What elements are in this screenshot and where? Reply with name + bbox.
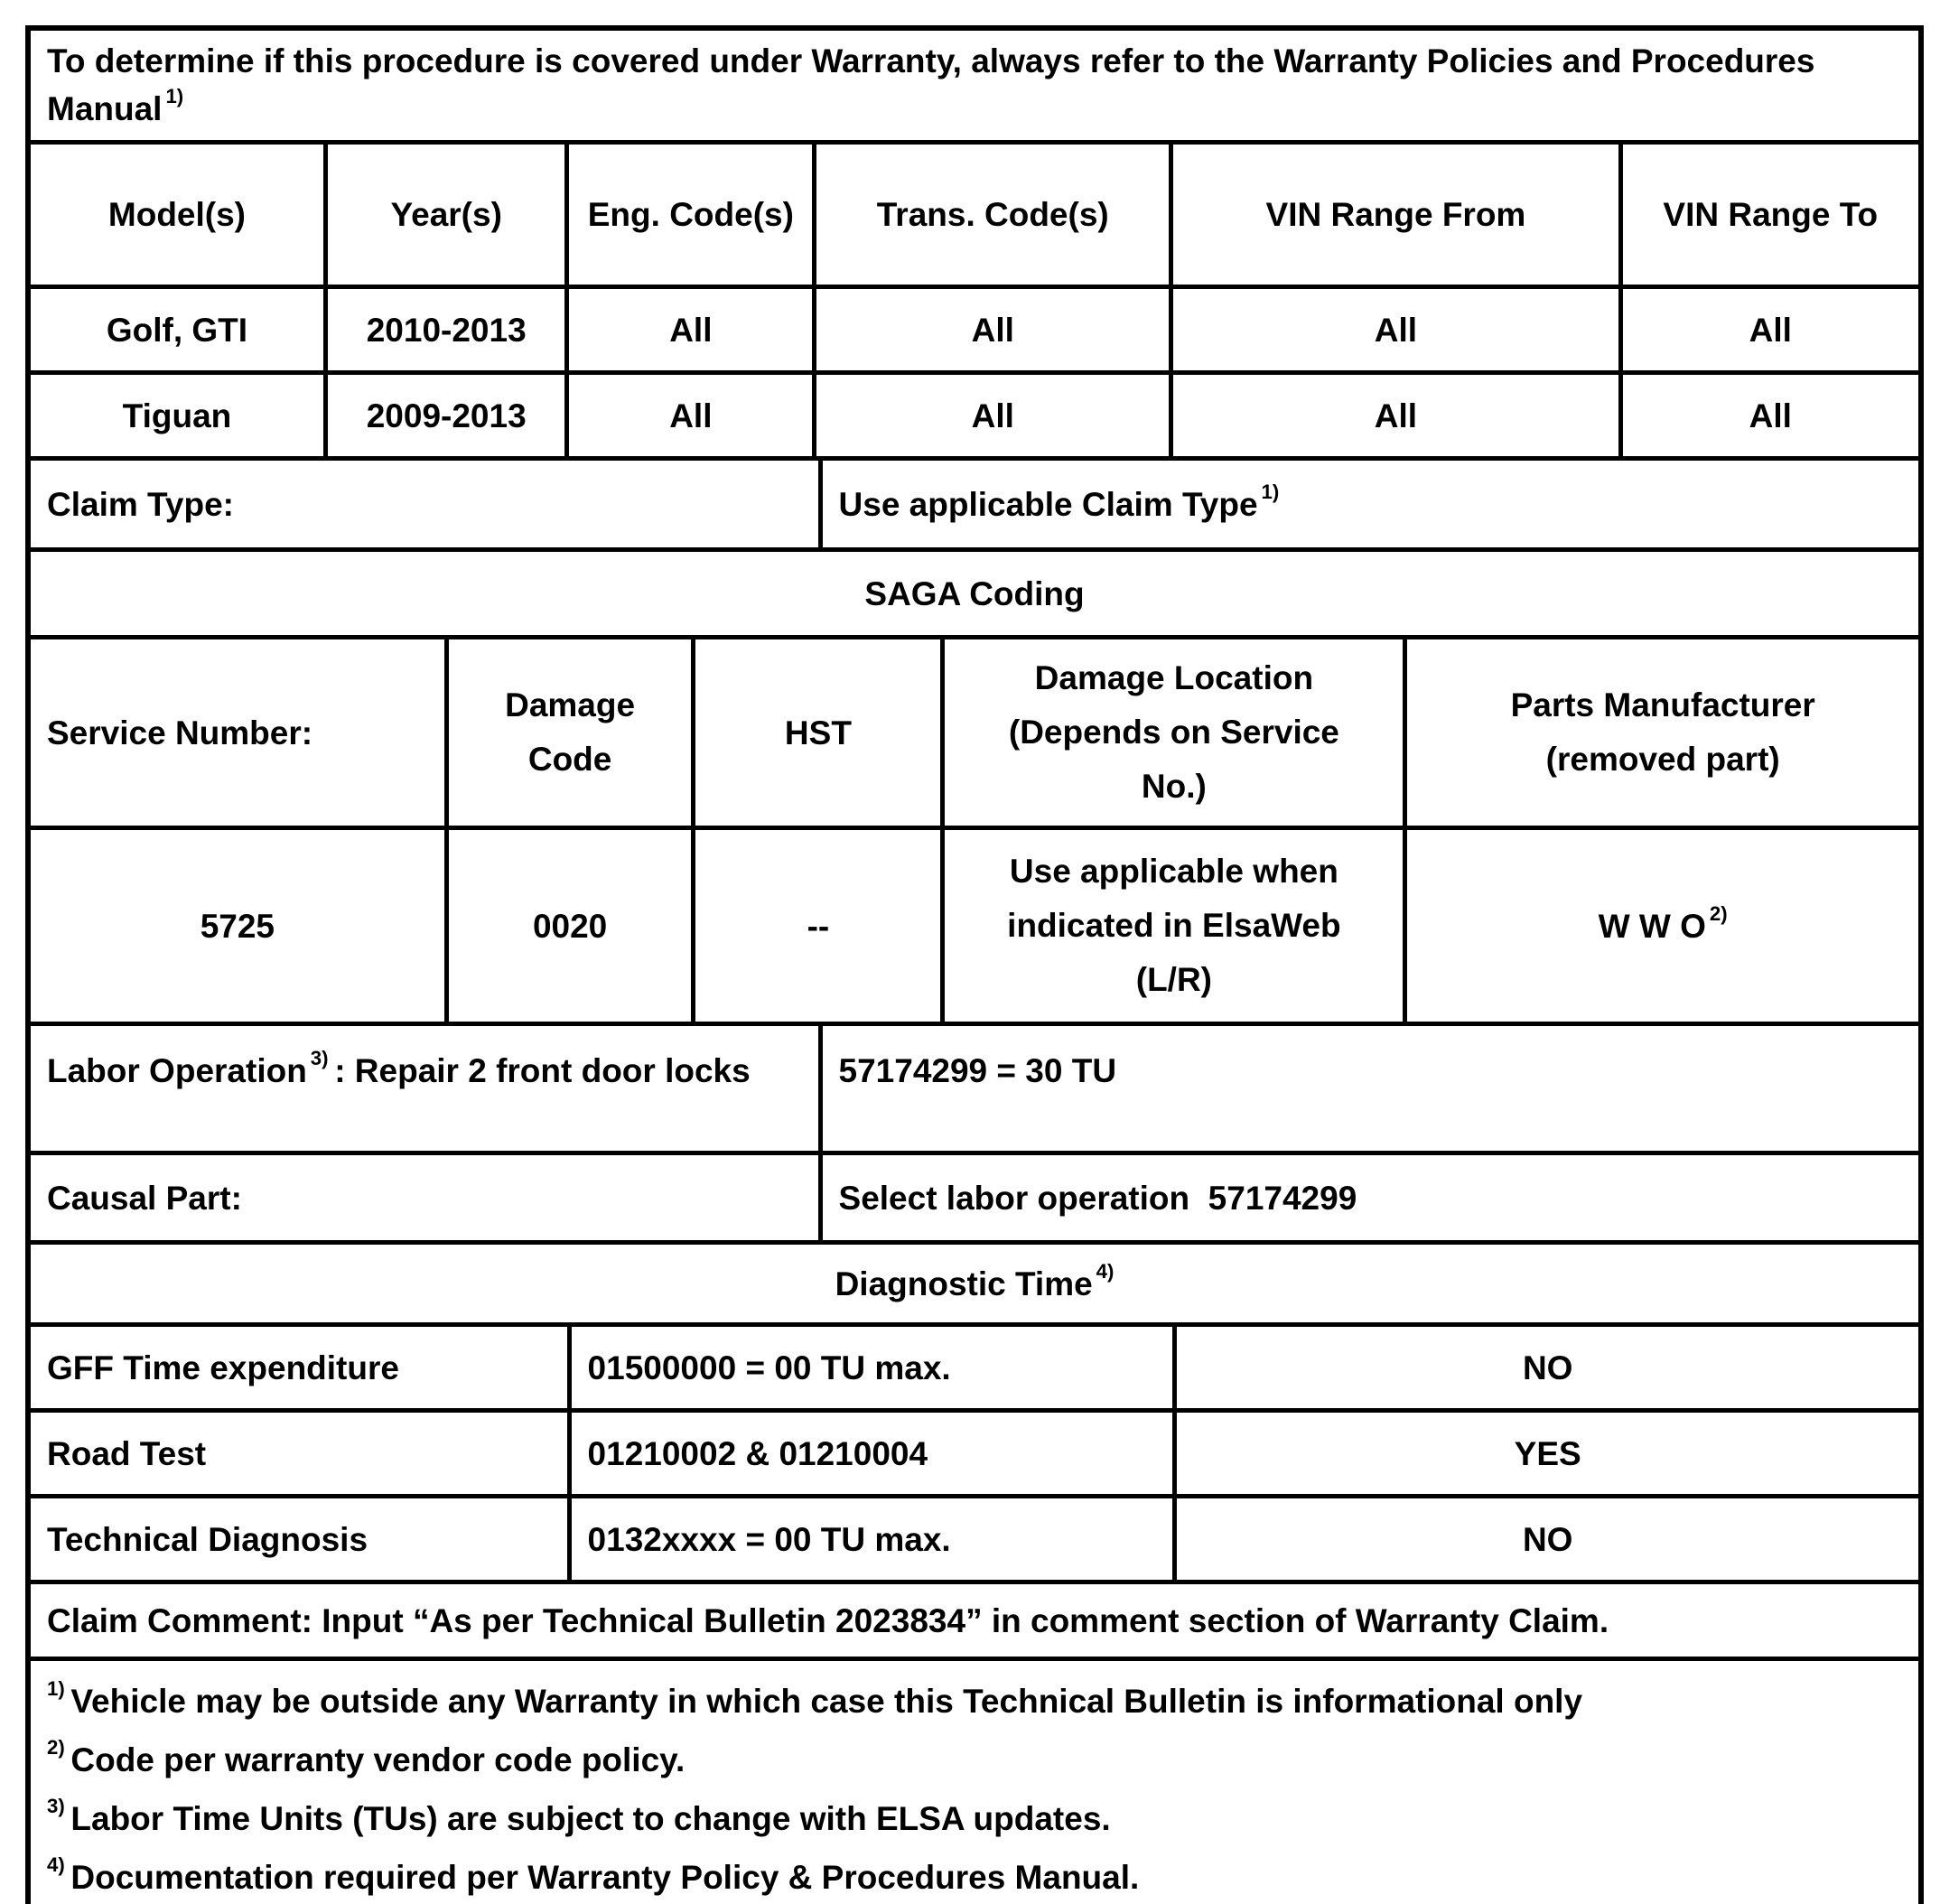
model-value: Golf, GTI: [106, 311, 248, 349]
causal-part-label-cell: [31, 1155, 818, 1240]
footnote-2-text: Code per warranty vendor code policy.: [70, 1741, 686, 1778]
cell-model: [31, 375, 323, 456]
diag-code: 0132xxxx = 00 TU max.: [587, 1520, 951, 1558]
saga-header-hst: [691, 639, 940, 826]
trans-code-value: All: [971, 397, 1014, 434]
diag-flag: NO: [1522, 1349, 1573, 1386]
header-eng-codes-label: Eng. Code(s): [587, 196, 794, 234]
vin-from-value: All: [1374, 397, 1418, 434]
diagnostic-time-footnote-ref: 4): [1096, 1259, 1115, 1283]
diag-flag-cell: [1172, 1498, 1918, 1580]
footnote-1-ref: 1): [47, 1677, 65, 1701]
footnotes-cell: [31, 1661, 1918, 1904]
claim-type-value: [839, 481, 1902, 527]
years-value: 2009-2013: [366, 397, 527, 434]
years-value: 2010-2013: [366, 311, 527, 349]
footnote-4-ref: 4): [47, 1853, 65, 1876]
cell-trans-code: [812, 375, 1169, 456]
labor-operation-row: [31, 1022, 1918, 1151]
saga-title-cell: [31, 552, 1918, 635]
damage-location-value: [961, 845, 1386, 1007]
header-eng-codes: [564, 145, 812, 285]
cell-eng-code: [564, 375, 812, 456]
labor-operation-label: [47, 1042, 802, 1100]
saga-damage-code-label: [465, 678, 676, 787]
intro-content: [47, 38, 1902, 133]
footnotes-row: [31, 1657, 1918, 1904]
saga-header-row: [31, 635, 1918, 826]
saga-header-damage-location: [940, 639, 1403, 826]
labor-operation-label-rest: : Repair 2 front door locks: [334, 1052, 751, 1090]
claim-type-row: [31, 456, 1918, 547]
header-trans-codes-label: Trans. Code(s): [876, 196, 1109, 234]
cell-years: [323, 289, 565, 370]
cell-years: [323, 375, 565, 456]
saga-value-parts-manufacturer: [1403, 830, 1918, 1022]
diagnostic-time-title: [47, 1261, 1902, 1307]
diag-label-cell: [31, 1327, 567, 1408]
cell-eng-code: [564, 289, 812, 370]
claim-type-value-text: Use applicable Claim Type: [838, 485, 1258, 523]
header-vin-to: [1618, 145, 1918, 285]
header-years-label: Year(s): [390, 196, 502, 234]
intro-cell: [31, 31, 1918, 140]
claim-comment-text: Claim Comment: Input “As per Technical Bulletin 2023834” in comment section of Warranty Claim.: [47, 1601, 1609, 1639]
saga-service-number-label: Service Number:: [47, 714, 313, 751]
hst-value: --: [807, 907, 830, 945]
footnote-3-text: Labor Time Units (TUs) are subject to change with ELSA updates.: [70, 1799, 1111, 1837]
diag-label: Technical Diagnosis: [47, 1520, 368, 1558]
diag-flag-cell: [1172, 1413, 1918, 1494]
claim-type-label-cell: [31, 461, 818, 547]
vin-from-value: All: [1374, 311, 1418, 349]
labor-operation-label-cell: [31, 1026, 818, 1151]
footnote-1: [47, 1679, 1902, 1724]
parts-manufacturer-value: [1423, 903, 1902, 949]
causal-part-value: Select labor operation 57174299: [838, 1179, 1357, 1217]
parts-manufacturer-footnote-ref: 2): [1709, 901, 1728, 925]
saga-damage-code-text: Damage Code: [505, 686, 636, 779]
cell-trans-code: [812, 289, 1169, 370]
saga-title: SAGA Coding: [864, 574, 1085, 612]
service-number-value: 5725: [200, 907, 275, 945]
header-models: [31, 145, 323, 285]
warranty-table: [25, 25, 1924, 1904]
header-vin-from-label: VIN Range From: [1265, 196, 1526, 234]
diag-code-cell: [567, 1413, 1173, 1494]
diag-label-cell: [31, 1498, 567, 1580]
footnote-4-text: Documentation required per Warranty Policy & Procedures Manual.: [70, 1858, 1140, 1896]
claim-type-footnote-ref: 1): [1261, 480, 1280, 503]
claim-type-value-cell: [818, 461, 1918, 547]
diag-flag: NO: [1522, 1520, 1573, 1558]
claim-comment-cell: [31, 1584, 1918, 1657]
diag-code: 01500000 = 00 TU max.: [587, 1349, 951, 1386]
vin-to-value: All: [1749, 397, 1792, 434]
cell-model: [31, 289, 323, 370]
parts-manufacturer-value-text: W W O: [1598, 907, 1706, 945]
saga-hst-label: HST: [784, 714, 852, 751]
claim-comment-row: [31, 1580, 1918, 1657]
header-vin-to-label: VIN Range To: [1663, 196, 1879, 234]
eng-code-value: All: [669, 311, 713, 349]
saga-values-row: [31, 826, 1918, 1022]
diag-label: GFF Time expenditure: [47, 1349, 399, 1386]
diagnostic-row-road-test: [31, 1408, 1918, 1494]
damage-location-value-line1: Use applicable when: [1009, 853, 1338, 891]
diagnostic-row-technical-diagnosis: [31, 1494, 1918, 1580]
footnote-2: [47, 1738, 1902, 1783]
diag-code: 01210002 & 01210004: [587, 1434, 928, 1472]
vehicle-row-tiguan: [31, 370, 1918, 456]
trans-code-value: All: [971, 311, 1014, 349]
model-value: Tiguan: [122, 397, 232, 434]
damage-code-value: 0020: [532, 907, 608, 945]
labor-operation-label-text: Labor Operation: [47, 1052, 307, 1090]
saga-parts-manufacturer-line2: (removed part): [1545, 741, 1780, 779]
footnote-3-ref: 3): [47, 1795, 65, 1818]
cell-vin-from: [1169, 375, 1618, 456]
header-models-label: Model(s): [107, 196, 247, 234]
labor-operation-footnote-ref: 3): [310, 1047, 329, 1070]
cell-vin-to: [1618, 289, 1918, 370]
saga-damage-location-line3: No.): [1141, 768, 1207, 806]
header-trans-codes: [812, 145, 1169, 285]
diagnostic-time-title-cell: [31, 1245, 1918, 1322]
footnote-4: [47, 1855, 1902, 1900]
saga-parts-manufacturer-line1: Parts Manufacturer: [1510, 686, 1815, 724]
saga-damage-location-label: [961, 651, 1386, 814]
diag-code-cell: [567, 1327, 1173, 1408]
header-years: [323, 145, 565, 285]
vehicle-row-golf-gti: [31, 285, 1918, 370]
saga-title-row: [31, 547, 1918, 635]
vehicle-header-row: [31, 140, 1918, 285]
causal-part-label: Causal Part:: [47, 1179, 242, 1217]
saga-value-damage-code: [444, 830, 692, 1022]
saga-header-damage-code: [444, 639, 692, 826]
diag-flag: YES: [1514, 1434, 1581, 1472]
header-vin-from: [1169, 145, 1618, 285]
eng-code-value: All: [669, 397, 713, 434]
saga-header-service-number: [31, 639, 444, 826]
damage-location-value-line3: (L/R): [1135, 961, 1212, 999]
saga-value-service-number: [31, 830, 444, 1022]
diag-flag-cell: [1172, 1327, 1918, 1408]
saga-parts-manufacturer-label: [1423, 678, 1902, 787]
footnote-1-text: Vehicle may be outside any Warranty in which case this Technical Bulletin is informational only: [70, 1683, 1583, 1721]
diag-label-cell: [31, 1413, 567, 1494]
diagnostic-row-gff: [31, 1322, 1918, 1408]
causal-part-row: [31, 1151, 1918, 1240]
vin-to-value: All: [1749, 311, 1792, 349]
cell-vin-to: [1618, 375, 1918, 456]
damage-location-value-line2: indicated in ElsaWeb: [1007, 907, 1341, 945]
cell-vin-from: [1169, 289, 1618, 370]
intro-text: To determine if this procedure is covered under Warranty, always refer to the Warranty Policies and Procedures Manual: [47, 42, 1815, 127]
saga-damage-location-line1: Damage Location: [1034, 659, 1314, 697]
intro-footnote-ref: 1): [165, 84, 184, 107]
intro-row: [31, 31, 1918, 140]
saga-damage-location-line2: (Depends on Service: [1008, 714, 1339, 751]
saga-header-parts-manufacturer: [1403, 639, 1918, 826]
claim-type-label: Claim Type:: [47, 485, 234, 523]
labor-operation-value-cell: [818, 1026, 1918, 1151]
diagnostic-time-title-text: Diagnostic Time: [835, 1265, 1093, 1302]
labor-operation-value: 57174299 = 30 TU: [838, 1052, 1117, 1090]
diag-code-cell: [567, 1498, 1173, 1580]
footnote-2-ref: 2): [47, 1736, 65, 1759]
saga-value-hst: [691, 830, 940, 1022]
saga-value-damage-location: [940, 830, 1403, 1022]
causal-part-value-cell: [818, 1155, 1918, 1240]
footnote-3: [47, 1797, 1902, 1842]
diag-label: Road Test: [47, 1434, 207, 1472]
diagnostic-time-title-row: [31, 1240, 1918, 1322]
